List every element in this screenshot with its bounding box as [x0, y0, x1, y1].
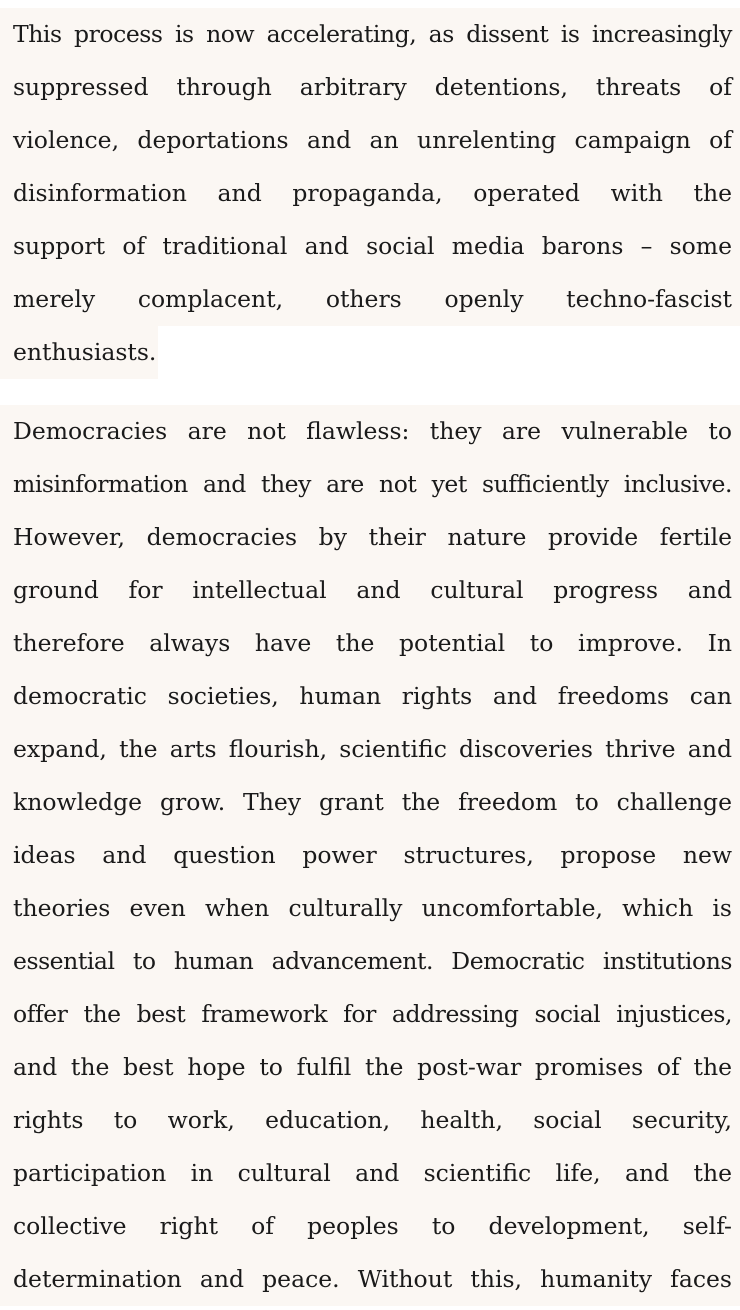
line-text: essential to human advancement. Democratic institutions [13, 947, 732, 975]
line-text: disinformation and propaganda, operated with the [13, 179, 732, 207]
text-line [0, 617, 740, 670]
line-text: However, democracies by their nature provide fertile [13, 523, 732, 551]
line-text: ground for intellectual and cultural progress and [13, 576, 732, 604]
text-line [0, 1200, 740, 1253]
line-text: theories even when culturally uncomfortable, which is [13, 894, 732, 922]
line-text: democratic societies, human rights and freedoms can [13, 682, 732, 710]
line-text: collective right of peoples to development, self- [13, 1212, 732, 1240]
text-line [0, 1253, 740, 1306]
text-line [0, 8, 740, 61]
line-text: therefore always have the potential to improve. In [13, 629, 732, 657]
line-text: participation in cultural and scientific life, and the [13, 1159, 732, 1187]
text-line [0, 405, 740, 458]
text-line [0, 723, 740, 776]
line-text: and the best hope to fulfil the post-war promises of the [13, 1053, 732, 1081]
line-text: merely complacent, others openly techno-fascist [13, 285, 732, 313]
line-text: violence, deportations and an unrelenting campaign of [13, 126, 732, 154]
line-text: enthusiasts. [13, 338, 157, 366]
text-line [0, 1041, 740, 1094]
text-line [0, 882, 740, 935]
text-line [0, 670, 740, 723]
line-text: suppressed through arbitrary detentions, threats of [13, 73, 732, 101]
line-text: expand, the arts flourish, scientific discoveries thrive and [13, 735, 732, 763]
text-line [0, 935, 740, 988]
line-text: knowledge grow. They grant the freedom to challenge [13, 788, 732, 816]
text-line [0, 167, 740, 220]
line-text: determination and peace. Without this, humanity faces [13, 1265, 732, 1293]
line-text: support of traditional and social media barons – some [13, 232, 732, 260]
line-text: offer the best framework for addressing social injustices, [13, 1000, 732, 1028]
line-text: rights to work, education, health, social security, [13, 1106, 732, 1134]
text-line [0, 61, 740, 114]
text-line [0, 273, 740, 326]
text-line [0, 829, 740, 882]
line-text: misinformation and they are not yet sufficiently inclusive. [13, 470, 732, 498]
text-line [0, 458, 740, 511]
text-line [0, 511, 740, 564]
text-line [0, 220, 740, 273]
text-line [0, 1094, 740, 1147]
text-line [0, 326, 158, 379]
line-text: This process is now accelerating, as dissent is increasingly [13, 20, 732, 48]
text-line [0, 1147, 740, 1200]
text-line [0, 114, 740, 167]
text-line [0, 988, 740, 1041]
text-line [0, 564, 740, 617]
line-text: ideas and question power structures, propose new [13, 841, 732, 869]
text-line [0, 776, 740, 829]
line-text: Democracies are not flawless: they are vulnerable to [13, 417, 732, 445]
